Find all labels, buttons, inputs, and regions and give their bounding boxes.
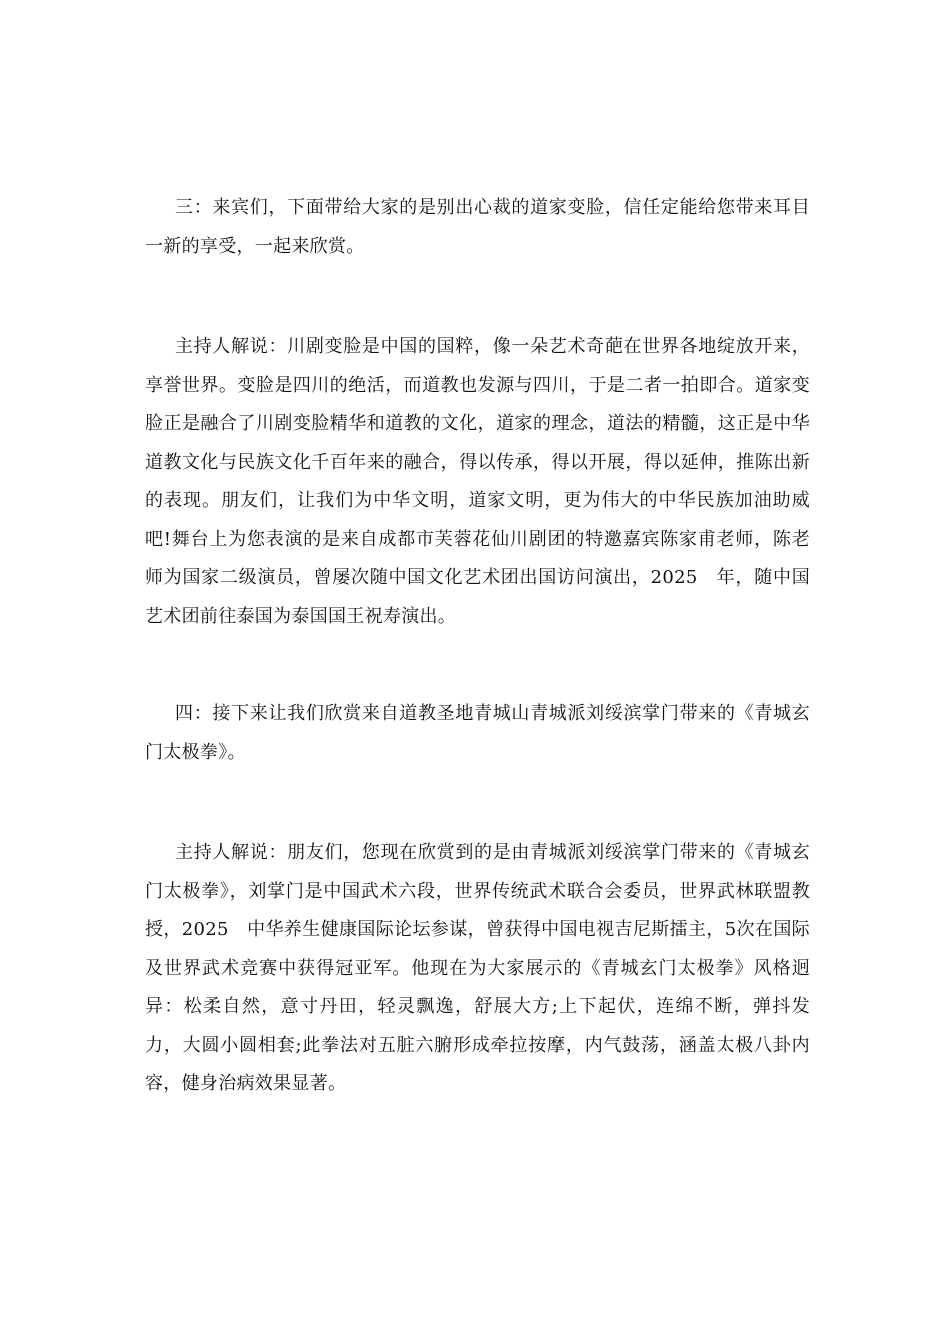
paragraph-section-three-intro: 三：来宾们，下面带给大家的是别出心裁的道家变脸，信任定能给您带来耳目一新的享受，一起来欣赏。 (145, 197, 810, 257)
paragraph-face-changing-commentary: 主持人解说：川剧变脸是中国的国粹，像一朵艺术奇葩在世界各地绽放开来，享誉世界。变脸是四川的绝活，而道教也发源与四川，于是二者一拍即合。道家变脸正是融合了川剧变脸精华和道教的文化，道家的理念，道法的精髓，这正是中华道教文化与民族文化千百年来的融合，得以传承，得以开展，得以延伸，推陈出新的表现。朋友们，让我们为中华文明，道家文明，更为伟大的中华民族加油助威吧!舞台上为您表演的是来自成都市芙蓉花仙川剧团的特邀嘉宾陈家甫老师，陈老师为国家二级演员，曾屡次随中国文化艺术团出国访问演出，2025 年，随中国艺术团前往泰国为泰国国王祝寿演出。 (145, 336, 810, 627)
paragraph-section-four-intro: 四：接下来让我们欣赏来自道教圣地青城山青城派刘绥滨掌门带来的《青城玄门太极拳》。 (145, 703, 810, 763)
paragraph-taiji-commentary: 主持人解说：朋友们，您现在欣赏到的是由青城派刘绥滨掌门带来的《青城玄门太极拳》，刘掌门是中国武术六段，世界传统武术联合会委员，世界武林联盟教授，2025 中华养生健康国际论坛参谋，曾获得中国电视吉尼斯擂主，5次在国际及世界武术竞赛中获得冠亚军。他现在为大家展示的《青城玄门太极拳》风格迥异：松柔自然，意寸丹田，轻灵飘逸，舒展大方;上下起伏，连绵不断，弹抖发力，大圆小圆相套;此拳法对五脏六腑形成牵拉按摩，内气鼓荡，涵盖太极八卦内容，健身治病效果显著。 (145, 842, 810, 1094)
